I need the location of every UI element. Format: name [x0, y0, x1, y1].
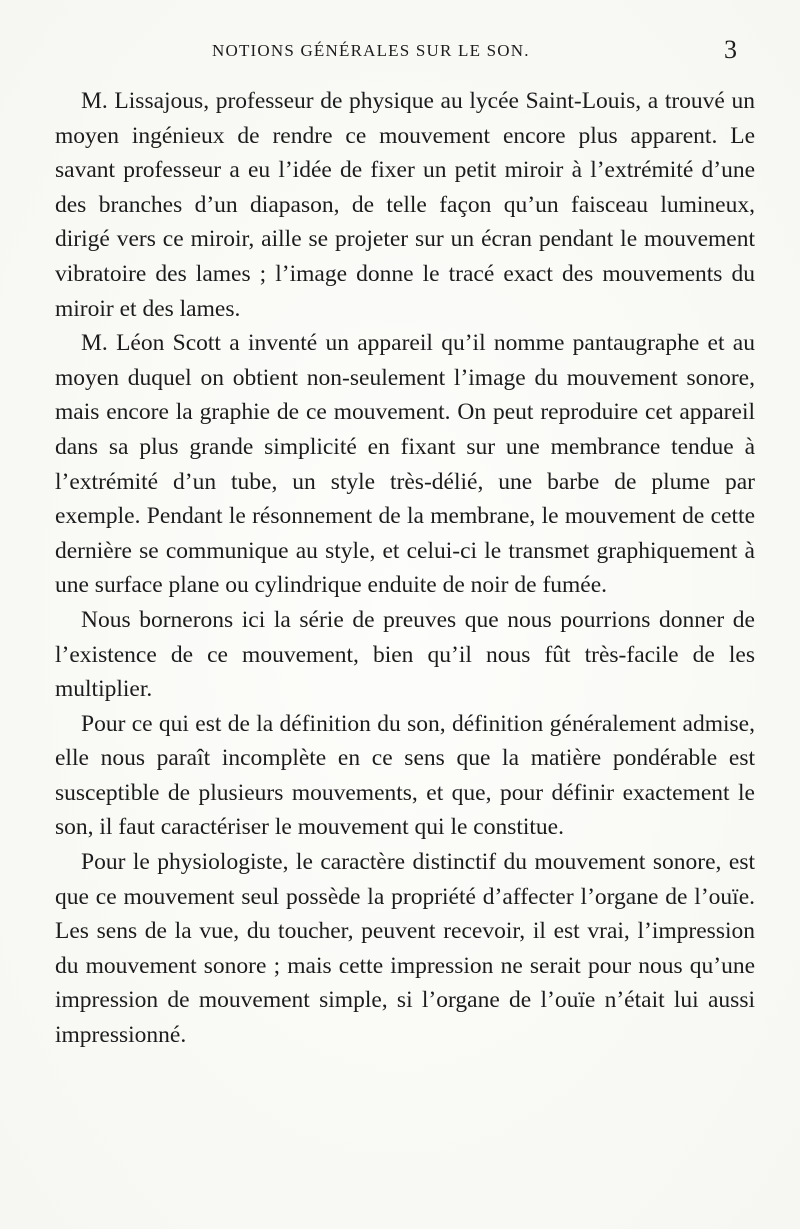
running-head	[0, 35, 800, 68]
paragraph-definition-du-son: Pour ce qui est de la définition du son, définition généralement admise, elle nous paraît incomplète en ce sens que la matière pondérable est susceptible de plusieurs mouvements, et que, pour définir exactement le son, il faut caractériser le mouvement qui le constitue.	[55, 710, 755, 841]
paragraph-preuves: Nous bornerons ici la série de preuves que nous pourrions donner de l’existence de ce mouvement, bien qu’il nous fût très-facile de les multiplier.	[55, 606, 755, 703]
paragraph-physiologiste: Pour le physiologiste, le caractère distinctif du mouvement sonore, est que ce mouvement seul possède la propriété d’affecter l’organe de l’ouïe. Les sens de la vue, du toucher, peuvent recevoir, il est vrai, l’impression du mouvement sonore ; mais cette impression ne serait pour nous qu’une impression de mouvement simple, si l’organe de l’ouïe n’était lui aussi impressionné.	[55, 849, 755, 1049]
paragraph-lissajous: M. Lissajous, professeur de physique au lycée Saint-Louis, a trouvé un moyen ingénieux de rendre ce mouvement encore plus apparent. Le savant professeur a eu l’idée de fixer un petit miroir à l’extrémité d’une des branches d’un diapason, de telle façon qu’un faisceau lumineux, dirigé vers ce miroir, aille se projeter sur un écran pendant le mouvement vibratoire des lames ; l’image donne le tracé exact des mouvements du miroir et des lames.	[55, 88, 755, 322]
running-title: NOTIONS GÉNÉRALES SUR LE SON.	[212, 41, 530, 60]
body-text	[55, 84, 755, 1053]
page-number: 3	[724, 35, 737, 64]
paragraph-leon-scott: M. Léon Scott a inventé un appareil qu’il nomme pantaugraphe et au moyen duquel on obtient non-seulement l’image du mouvement sonore, mais encore la graphie de ce mouvement. On peut reproduire cet appareil dans sa plus grande simplicité en fixant sur une membrance tendue à l’extrémité d’un tube, un style très-délié, une barbe de plume par exemple. Pendant le résonnement de la membrane, le mouvement de cette dernière se communique au style, et celui-ci le transmet graphiquement à une surface plane ou cylindrique enduite de noir de fumée.	[55, 330, 755, 599]
